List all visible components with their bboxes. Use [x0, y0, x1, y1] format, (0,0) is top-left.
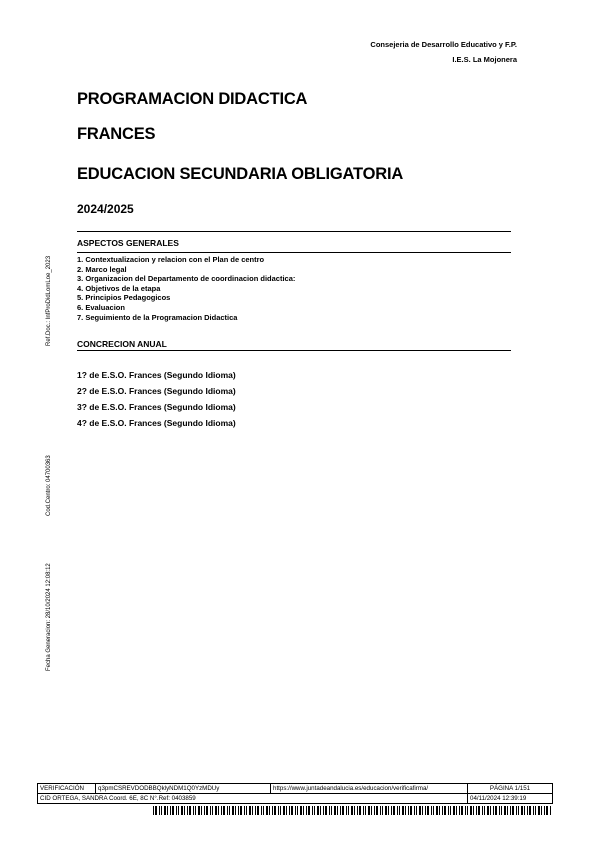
divider	[77, 252, 511, 253]
verification-code: q3pmCSREVDODBBQklyNDM1Q0YzMDUy	[96, 784, 271, 794]
toc-item[interactable]: 4. Objetivos de la etapa	[77, 283, 161, 293]
divider	[77, 231, 511, 232]
course-item[interactable]: 1? de E.S.O. Frances (Segundo Idioma)	[77, 370, 236, 380]
toc-item[interactable]: 3. Organizacion del Departamento de coordinacion didactica:	[77, 274, 296, 284]
school-year: 2024/2025	[77, 202, 134, 216]
toc-item[interactable]: 6. Evaluacion	[77, 302, 125, 312]
subject-title: FRANCES	[77, 125, 156, 143]
divider	[77, 350, 511, 351]
course-list	[77, 367, 236, 431]
toc-item[interactable]: 1. Contextualizacion y relacion con el Plan de centro	[77, 255, 265, 264]
center-code-vertical: Cod.Centro: 04700363	[46, 455, 52, 516]
course-item[interactable]: 4? de E.S.O. Frances (Segundo Idioma)	[77, 418, 236, 428]
signature-date: 04/11/2024 12:39:19	[468, 794, 553, 804]
section-heading-aspectos: ASPECTOS GENERALES	[77, 238, 179, 248]
section-heading-concrecion: CONCRECION ANUAL	[77, 339, 167, 349]
verification-footer	[37, 783, 553, 804]
verification-url[interactable]: https://www.juntadeandalucia.es/educacion/verificafirma/	[271, 784, 468, 794]
table-of-contents	[77, 255, 295, 322]
barcode	[153, 806, 553, 815]
toc-item[interactable]: 2. Marco legal	[77, 264, 127, 274]
document-title: PROGRAMACION DIDACTICA	[77, 90, 308, 108]
toc-item[interactable]: 7. Seguimiento de la Programacion Didactica	[77, 312, 238, 322]
page-number: PÁGINA 1/151	[468, 784, 553, 794]
header-school: I.E.S. La Mojonera	[452, 55, 517, 64]
doc-reference-vertical: Ref.Doc.: InfProDidLomLoe_2023	[46, 255, 52, 346]
course-item[interactable]: 3? de E.S.O. Frances (Segundo Idioma)	[77, 402, 236, 412]
course-item[interactable]: 2? de E.S.O. Frances (Segundo Idioma)	[77, 386, 236, 396]
stage-title: EDUCACION SECUNDARIA OBLIGATORIA	[77, 165, 404, 183]
signer-info: CID ORTEGA, SANDRA Coord. 6E, 8C N°.Ref: 0403859	[38, 794, 468, 804]
toc-item[interactable]: 5. Principios Pedagogicos	[77, 293, 171, 303]
header-organization: Consejeria de Desarrollo Educativo y F.P.	[370, 40, 517, 49]
verification-label: VERIFICACIÓN	[38, 784, 96, 794]
generation-date-vertical: Fecha Generacion: 28/10/2024 12:08:12	[46, 563, 52, 671]
